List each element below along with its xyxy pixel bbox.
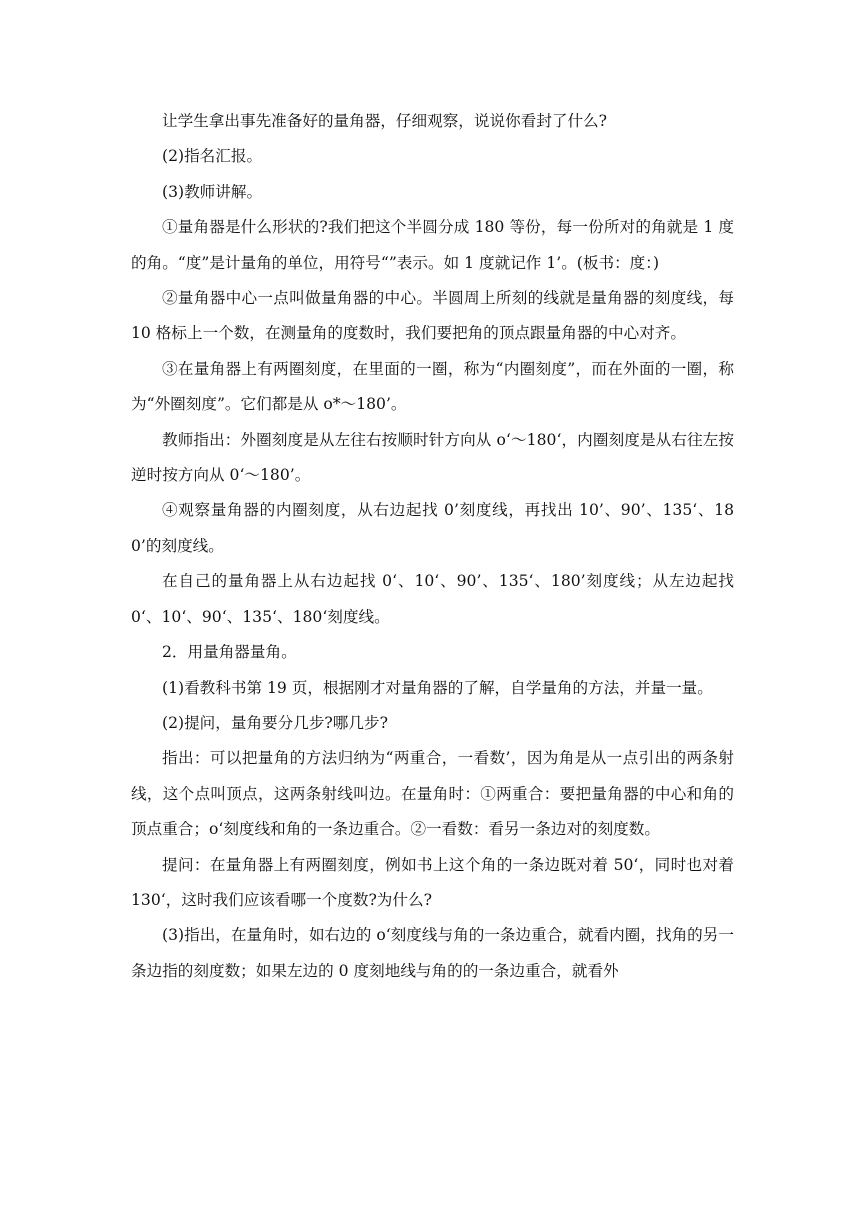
paragraph: 在自己的量角器上从右边起找 0‘、10‘、90’、135‘、180’刻度线；从左边起找 0‘、10‘、90‘、135‘、180‘刻度线。 bbox=[131, 572, 734, 626]
paragraph: (2)指名汇报。 bbox=[162, 147, 263, 166]
paragraph: (3)教师讲解。 bbox=[162, 182, 263, 201]
section-heading: 2．用量角器量角。 bbox=[162, 643, 297, 662]
paragraph: 教师指出：外圈刻度是从左往右按顺时针方向从 o‘～180‘，内圈刻度是从右往左按逆时按方向从 0‘～180’。 bbox=[131, 430, 734, 485]
paragraph: (1)看教科书第 19 页，根据刚才对量角器的了解，自学量角的方法，并量一量。 bbox=[162, 678, 713, 697]
paragraph: (2)提问，量角要分几步?哪几步? bbox=[162, 713, 388, 732]
paragraph: ②量角器中心一点叫做量角器的中心。半圆周上所刻的线就是量角器的刻度线，每 10 格标上一个数，在测量角的度数时，我们要把角的顶点跟量角器的中心对齐。 bbox=[131, 289, 734, 343]
paragraph: ①量角器是什么形状的?我们把这个半圆分成 180 等份，每一份所对的角就是 1 度的角。“度”是计量角的单位，用符号“”表示。如 1 度就记作 1’。(板书：度：) bbox=[131, 218, 734, 272]
paragraph: 提问：在量角器上有两圈刻度，例如书上这个角的一条边既对着 50‘，同时也对着 130‘，这时我们应该看哪一个度数?为什么? bbox=[131, 855, 734, 909]
paragraph: ③在量角器上有两圈刻度，在里面的一圈，称为“内圈刻度”，而在外面的一圈，称为“外圈刻度”。它们都是从 o*～180’。 bbox=[131, 359, 734, 414]
paragraph: (3)指出，在量角时，如右边的 o‘刻度线与角的一条边重合，就看内圈，找角的另一条边指的刻度数；如果左边的 0 度刻地线与角的的一条边重合，就看外 bbox=[131, 926, 734, 980]
document-body bbox=[131, 104, 734, 989]
paragraph: 指出：可以把量角的方法归纳为“两重合，一看数’，因为角是从一点引出的两条射线，这个点叫顶点，这两条射线叫边。在量角时：①两重合：要把量角器的中心和角的顶点重合；o‘刻度线和角的一条边重合。②一看数：看另一条边对的刻度数。 bbox=[131, 749, 734, 839]
paragraph: ④观察量角器的内圈刻度，从右边起找 0’刻度线，再找出 10’、90’、135‘、180’的刻度线。 bbox=[131, 501, 734, 555]
paragraph: 让学生拿出事先准备好的量角器，仔细观察，说说你看封了什么? bbox=[162, 112, 607, 130]
